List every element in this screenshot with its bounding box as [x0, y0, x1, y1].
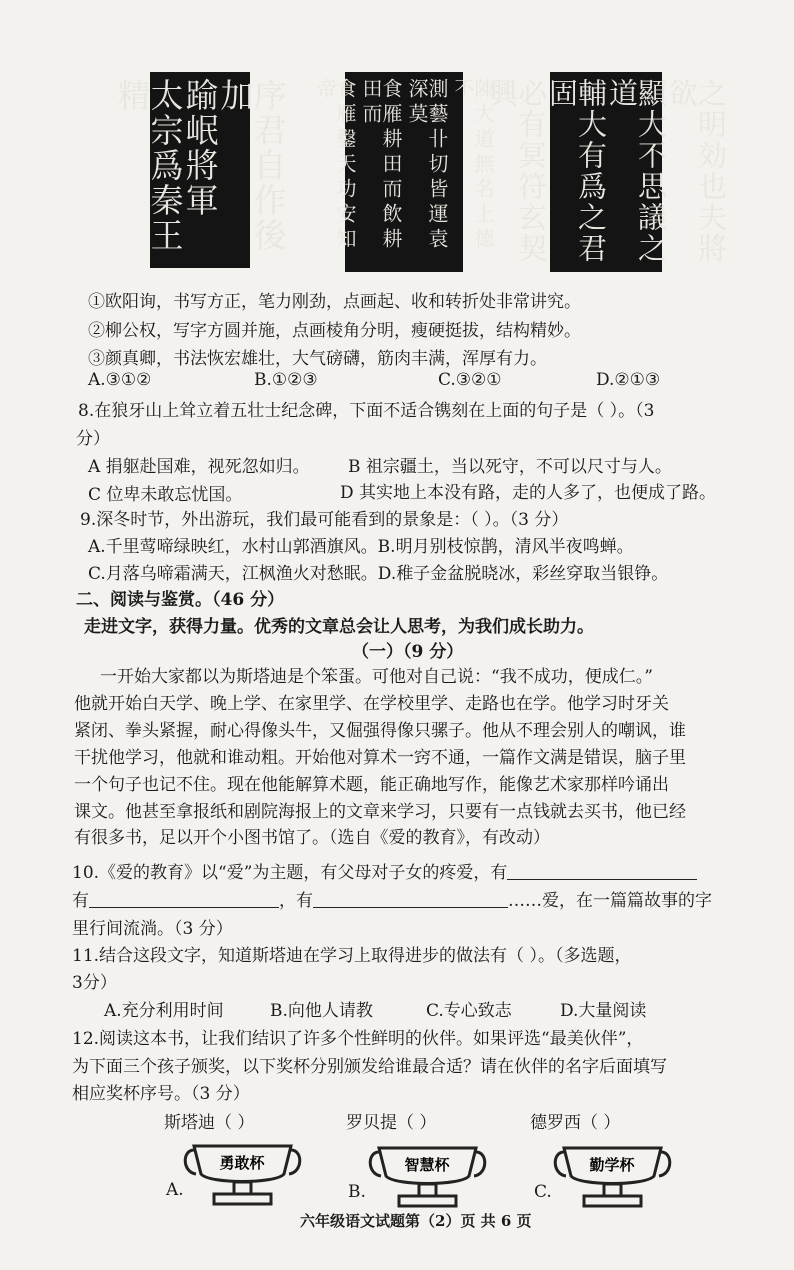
q10-text-3: ，有: [279, 891, 313, 911]
q10-line-3: 里行间流淌。（3 分）: [72, 919, 233, 939]
rubbing-2-col: 陳大道無名上德不: [451, 78, 495, 253]
rubbing-3-col: 之明効也夫將欲: [665, 78, 728, 264]
rubbing-2: [313, 72, 495, 272]
q7-option-3: ③颜真卿，书法恢宏雄壮，大气磅礴，筋肉丰满，浑厚有力。: [88, 349, 547, 369]
rubbing-2-col: 測藝卝切皆運袁深莫: [405, 78, 449, 253]
q7-choice-a: A.③①②: [88, 370, 152, 390]
rubbing-3-col: 顯大不思議之道: [605, 78, 668, 264]
q9-options-ab: A.千里莺啼绿映红，水村山郭酒旗风。B.明月别枝惊鹊，清风半夜鸣蝉。: [88, 537, 634, 557]
cup-c-label: 勤学杯: [589, 1156, 635, 1174]
q10-blank-1[interactable]: [507, 863, 697, 880]
q12-line-3: 相应奖杯序号。（3 分）: [72, 1084, 250, 1104]
q12-line-2: 为下面三个孩子颁奖，以下奖杯分别颁发给谁最合适？请在伙伴的名字后面填写: [72, 1057, 667, 1077]
q11-choice-a: A.充分利用时间: [104, 1001, 224, 1021]
rubbing-1-col: 太宗爲秦王精: [112, 78, 185, 253]
q9-stem: 9.深冬时节，外出游玩，我们最可能看到的景象是：（ ）。（3 分）: [80, 510, 569, 530]
part-1-heading: （一）（9 分）: [352, 642, 464, 662]
q12-name-2: 罗贝提（ ）: [346, 1113, 437, 1133]
cup-a-label: 勇敢杯: [219, 1154, 265, 1172]
q11-stem-cont: 3分）: [72, 973, 117, 993]
q7-option-2: ②柳公权，写字方圆并施，点画棱角分明，瘦硬挺拔，结构精妙。: [88, 321, 581, 341]
q12-name-1: 斯塔迪（ ）: [164, 1113, 255, 1133]
rubbing-3: [485, 72, 728, 272]
passage-line: 一开始大家都以为斯塔迪是个笨蛋。可他对自己说：“我不成功，便成仁。”: [100, 667, 653, 687]
q10-text-1: 10.《爱的教育》以“爱”为主题，有父母对子女的疼爱，有: [72, 863, 508, 883]
cup-b-label: 智慧杯: [404, 1156, 450, 1174]
q7-option-1: ①欧阳询，书写方正，笔力刚劲，点画起、收和转折处非常讲究。: [88, 292, 581, 312]
q7-choice-c: C.③②①: [438, 370, 502, 390]
calligraphy-rubbings: [0, 72, 794, 272]
passage-line: 一个句子也记不住。现在他能解算术题，能正确地写作，能像艺术家那样吟诵出: [74, 775, 669, 795]
q10-text-2: 有: [72, 891, 89, 911]
q11-choice-c: C.专心致志: [426, 1001, 512, 1021]
trophy-icon: [180, 1138, 305, 1208]
section-2-intro: 走进文字，获得力量。优秀的文章总会让人思考，为我们成长助力。: [84, 617, 594, 637]
q7-choice-b: B.①②③: [254, 370, 318, 390]
section-2-title: 二、阅读与鉴赏。（46 分）: [76, 590, 285, 610]
q10-text-4: ……爱，在一篇篇故事的字: [508, 891, 712, 911]
cup-c-letter: C.: [534, 1182, 552, 1202]
cup-a-letter: A.: [166, 1180, 184, 1200]
q8-stem: 8.在狼牙山上耸立着五壮士纪念碑，下面不适合镌刻在上面的句子是（ ）。（3: [78, 401, 655, 421]
q9-options-cd: C.月落乌啼霜满天，江枫渔火对愁眠。D.稚子金盆脱晓冰，彩丝穿取当银铮。: [88, 564, 669, 584]
q11-choice-b: B.向他人请教: [270, 1001, 373, 1021]
q8-option-a: A 捐躯赴国难，视死忽如归。: [88, 457, 310, 477]
q11-choice-d: D.大量阅读: [560, 1001, 647, 1021]
q10-line-1: [72, 858, 697, 883]
rubbing-1-col: 序君自作後加: [215, 78, 288, 253]
q10-blank-3[interactable]: [313, 891, 508, 908]
q12-line-1: 12.阅读这本书，让我们结识了许多个性鲜明的伙伴。如果评选“最美伙伴”，: [72, 1029, 644, 1049]
passage-line: 有很多书，足以开个小图书馆了。（选自《爱的教育》，有改动）: [74, 828, 550, 848]
rubbing-2-col: 食雁鑿天功安知帝: [313, 78, 357, 253]
q8-stem-cont: 分）: [76, 429, 110, 449]
cup-b-letter: B.: [348, 1182, 366, 1202]
passage-line: 干扰他学习，他就和谁动粗。开始他对算术一窍不通，一篇作文满是错误，脑子里: [74, 748, 686, 768]
trophy-icon: [365, 1140, 490, 1210]
passage-line: 他就开始白天学、晚上学、在家里学、在学校里学、走路也在学。他学习时牙关: [74, 694, 669, 714]
q11-stem: 11.结合这段文字，知道斯塔迪在学习上取得进步的做法有（ ）。（多选题，: [72, 946, 632, 966]
rubbing-3-col: 輔大有爲之君固: [545, 78, 608, 264]
rubbing-3-col: 必有冥符玄契興: [485, 78, 548, 264]
rubbing-2-col: 食雁耕田而飲耕田而: [359, 78, 403, 253]
page-footer: 六年级语文试题第（2）页 共 6 页: [300, 1212, 532, 1230]
passage-line: 紧闭、拳头紧握，耐心得像头牛，又倔强得像只骡子。他从不理会别人的嘲讽，谁: [74, 721, 686, 741]
q12-name-3: 德罗西（ ）: [530, 1113, 621, 1133]
q8-option-c: C 位卑未敢忘忧国。: [88, 485, 243, 505]
rubbing-1-col: 踰岷將軍: [180, 78, 220, 218]
trophy-icon: [550, 1140, 675, 1210]
rubbing-1: [112, 72, 288, 268]
q8-option-d: D 其实地上本没有路，走的人多了，也便成了路。: [340, 483, 717, 503]
q7-choice-d: D.②①③: [596, 370, 661, 390]
q10-blank-2[interactable]: [89, 891, 279, 908]
passage-line: 课文。他甚至拿报纸和剧院海报上的文章来学习，只要有一点钱就去买书，他已经: [74, 802, 686, 822]
q8-option-b: B 祖宗疆土，当以死守，不可以尺寸与人。: [348, 457, 672, 477]
q10-line-2: [72, 886, 712, 911]
